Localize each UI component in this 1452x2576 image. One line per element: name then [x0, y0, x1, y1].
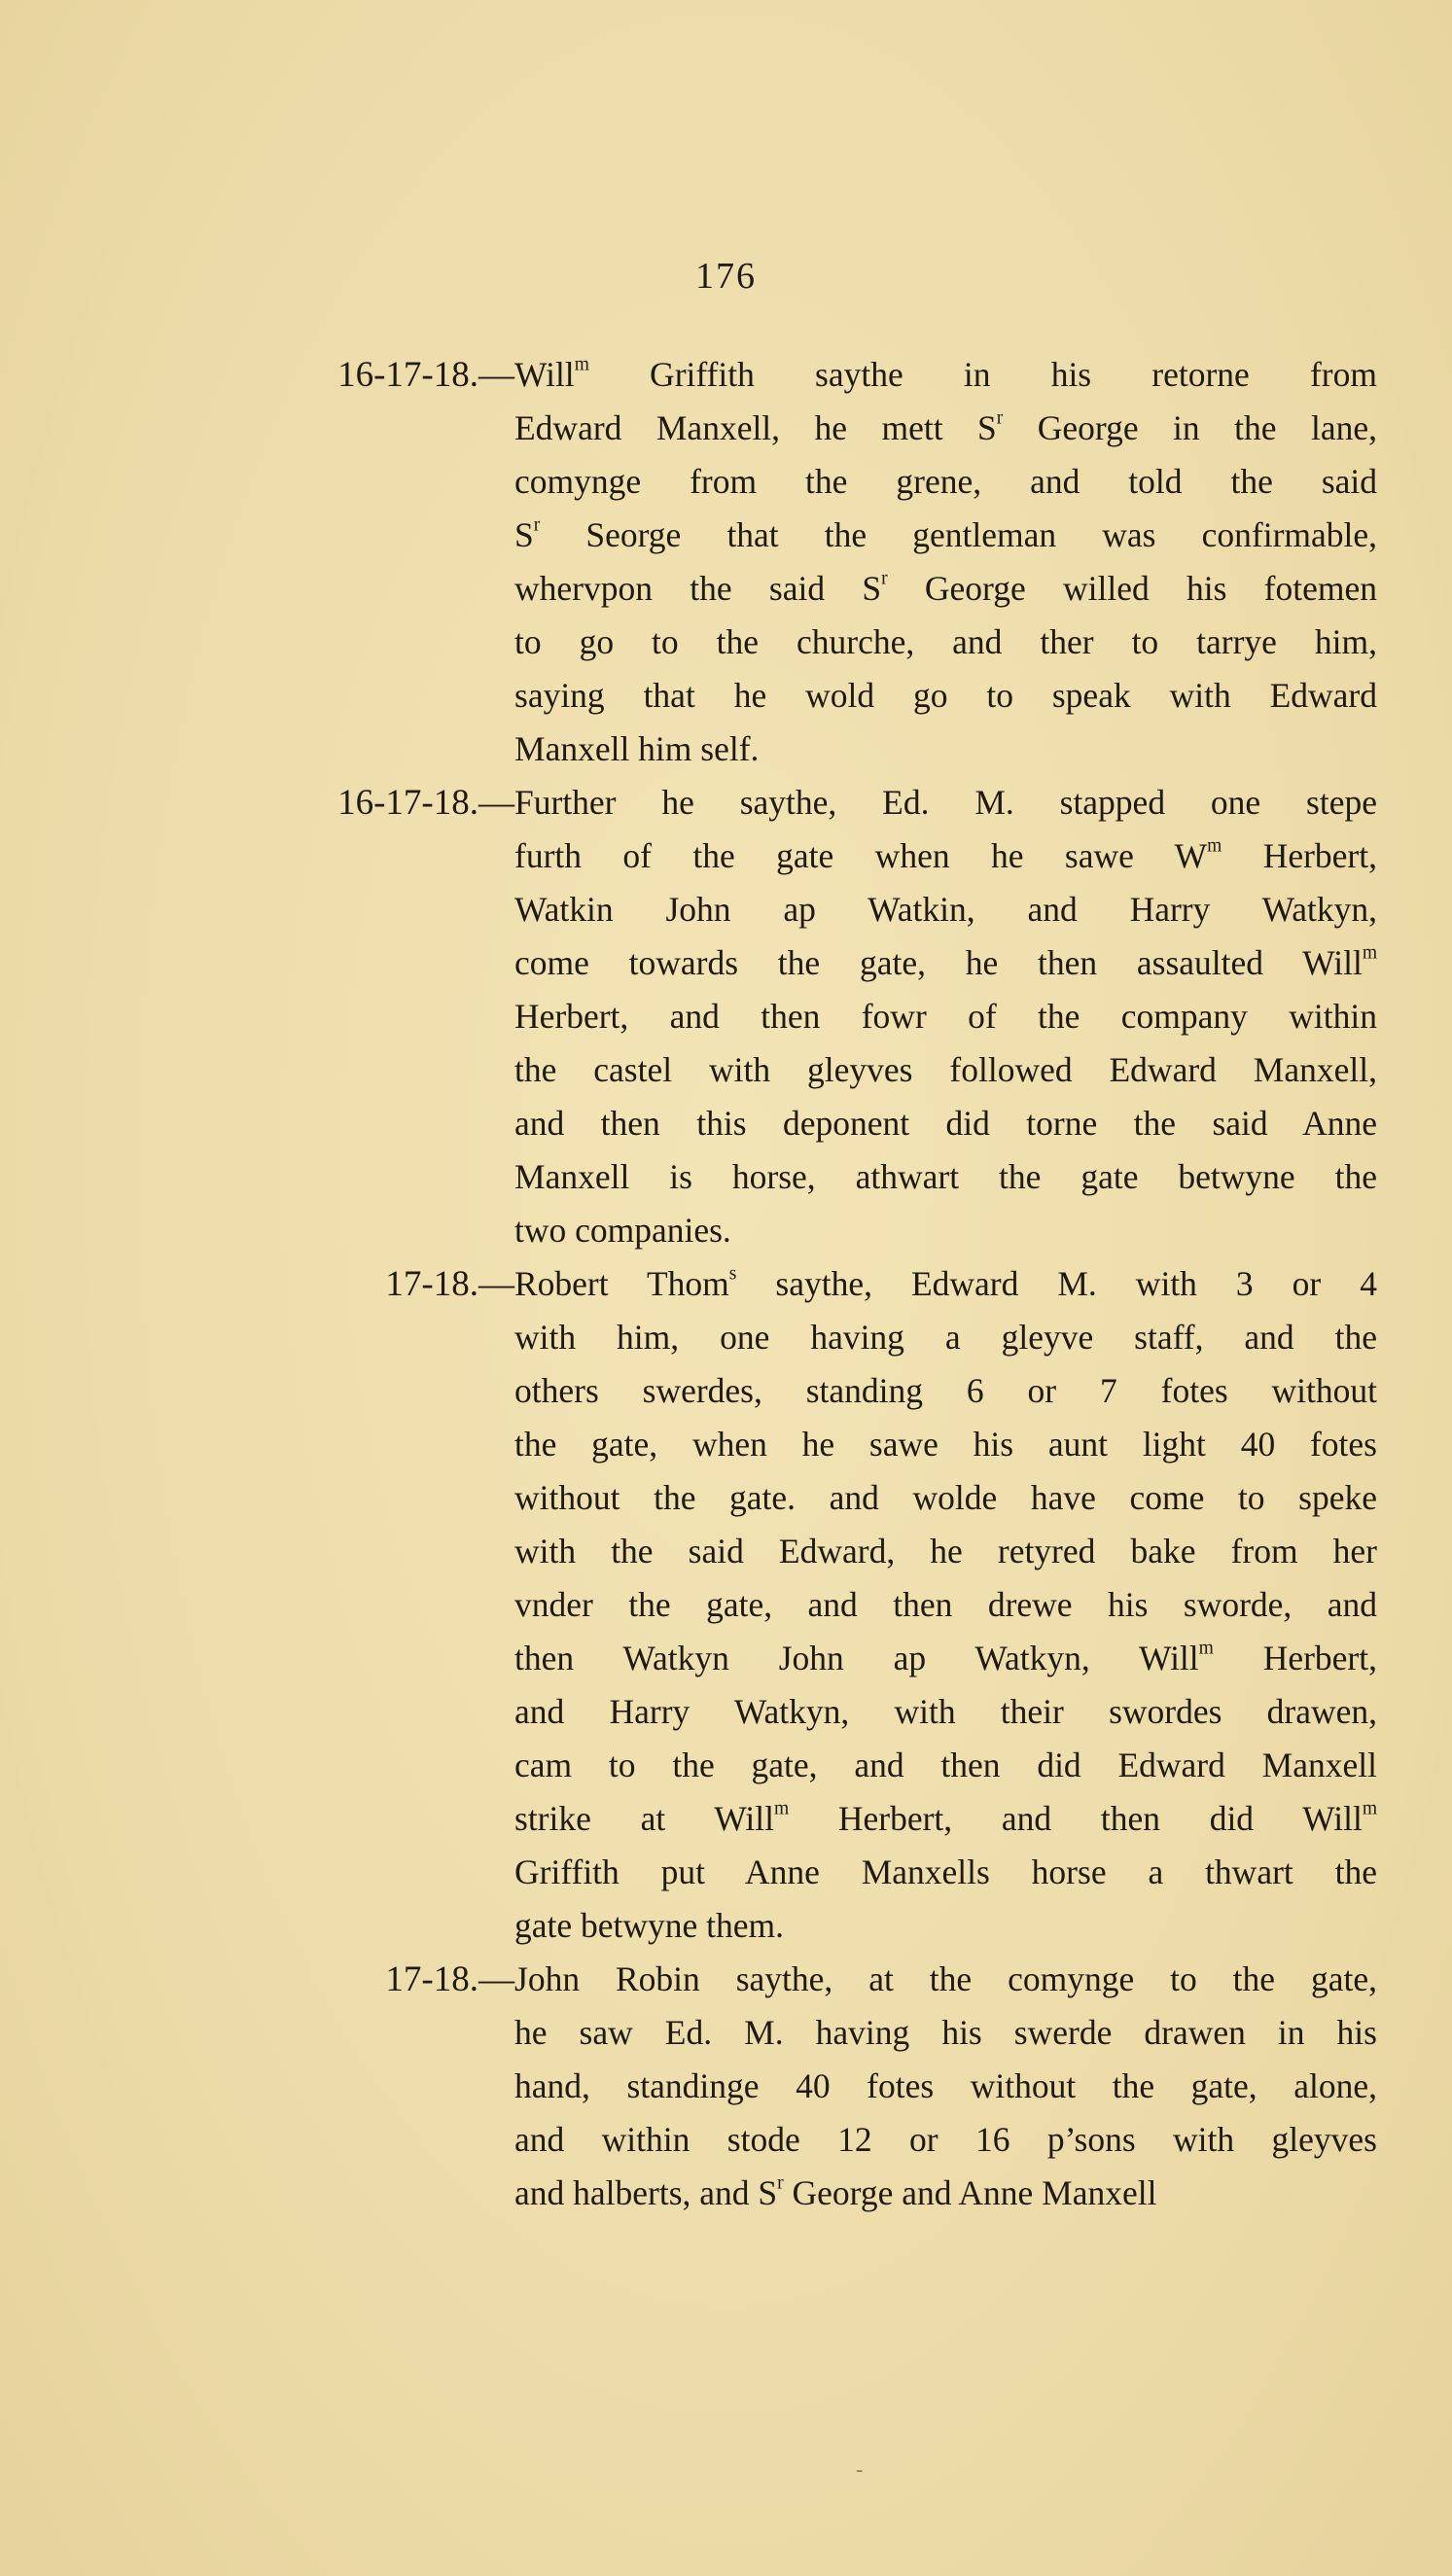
text-line	[514, 1257, 1377, 1311]
superscript: s	[728, 1263, 737, 1285]
entry-body	[0, 1257, 1452, 1953]
text-segment: with him, one having a gleyve staff, and the	[514, 1318, 1377, 1357]
text-segment: Herbert, and then fowr of the company within	[514, 997, 1377, 1036]
text-segment: and halberts, and S	[514, 2173, 778, 2212]
text-line	[514, 402, 1377, 455]
text-segment: to go to the churche, and ther to tarrye him,	[514, 622, 1377, 661]
text-segment: Watkin John ap Watkin, and Harry Watkyn,	[514, 890, 1377, 929]
text-segment: vnder the gate, and then drewe his sworde, and	[514, 1585, 1377, 1624]
superscript: m	[574, 354, 589, 375]
text-segment: Will	[514, 355, 575, 394]
text-segment: Manxell him self.	[514, 729, 760, 768]
text-segment: Further he saythe, Ed. M. stapped one stepe	[514, 783, 1377, 822]
entry-1	[0, 348, 1452, 776]
text-segment: S	[514, 515, 534, 554]
text-line	[514, 1846, 1377, 1899]
entry-label: 16-17-18.—	[337, 783, 514, 823]
text-line	[514, 1578, 1377, 1632]
text-segment: saying that he wold go to speak with Edward	[514, 676, 1377, 715]
text-segment: two companies.	[514, 1211, 731, 1250]
text-segment: and then this deponent did torne the said Anne	[514, 1104, 1377, 1143]
superscript: r	[881, 568, 888, 589]
text-segment: Robert Thom	[514, 1264, 729, 1303]
text-line	[514, 1418, 1377, 1471]
text-line	[514, 1953, 1377, 2006]
text-segment: and within stode 12 or 16 p’sons with gleyves	[514, 2120, 1377, 2159]
text-line	[514, 2167, 1377, 2220]
text-line	[514, 936, 1377, 990]
text-segment: Griffith put Anne Manxells horse a thwart the	[514, 1853, 1377, 1891]
superscript: r	[996, 407, 1004, 429]
text-line	[514, 1097, 1377, 1150]
text-segment: Herbert,	[1213, 1639, 1377, 1677]
text-line	[514, 1899, 1377, 1953]
text-line	[514, 883, 1377, 936]
text-line	[514, 1792, 1377, 1846]
entry-label: 17-18.—	[385, 1264, 514, 1304]
superscript: r	[533, 514, 541, 536]
text-segment: others swerdes, standing 6 or 7 fotes without	[514, 1371, 1377, 1410]
text-line	[514, 2006, 1377, 2060]
text-segment: furth of the gate when he sawe W	[514, 836, 1208, 875]
superscript: r	[777, 2172, 784, 2194]
entry-3	[0, 1257, 1452, 1953]
text-line	[514, 509, 1377, 562]
text-segment: Herbert,	[1222, 836, 1377, 875]
text-segment: Edward Manxell, he mett S	[514, 408, 997, 447]
text-line	[514, 1685, 1377, 1739]
text-segment: Manxell is horse, athwart the gate betwyne the	[514, 1157, 1377, 1196]
text-segment: come towards the gate, he then assaulted Will	[514, 943, 1363, 982]
text-line	[514, 669, 1377, 723]
text-line	[514, 1204, 1377, 1257]
text-segment: Seorge that the gentleman was confirmable,	[540, 515, 1377, 554]
superscript: m	[1198, 1638, 1214, 1659]
entry-2	[0, 776, 1452, 1257]
text-segment: John Robin saythe, at the comynge to the gate,	[514, 1959, 1377, 1998]
text-line	[514, 1739, 1377, 1792]
text-segment: and Harry Watkyn, with their swordes drawen,	[514, 1692, 1377, 1731]
text-segment: George willed his fotemen	[887, 569, 1377, 608]
text-line	[514, 990, 1377, 1043]
text-line	[514, 1364, 1377, 1418]
text-segment: he saw Ed. M. having his swerde drawen in his	[514, 2013, 1377, 2052]
text-line	[514, 616, 1377, 669]
text-segment: Herbert, and then did Will	[789, 1799, 1363, 1838]
entry-body	[0, 1953, 1452, 2220]
superscript: m	[773, 1798, 790, 1819]
text-line	[514, 348, 1377, 402]
text-line	[514, 829, 1377, 883]
superscript: m	[1207, 835, 1222, 857]
text-line	[514, 2113, 1377, 2167]
entry-label: 17-18.—	[385, 1959, 514, 1999]
text-segment: the gate, when he sawe his aunt light 40 fotes	[514, 1425, 1377, 1464]
text-segment: with the said Edward, he retyred bake from her	[514, 1532, 1377, 1570]
text-line	[514, 1632, 1377, 1685]
text-line	[514, 562, 1377, 616]
deposition-entries	[0, 348, 1452, 2220]
text-line	[514, 455, 1377, 509]
entry-body	[0, 776, 1452, 1257]
text-segment: whervpon the said S	[514, 569, 882, 608]
superscript: m	[1362, 1798, 1377, 1819]
footer-mark: -	[856, 2458, 864, 2483]
page-number: 176	[695, 256, 757, 297]
text-segment: without the gate. and wolde have come to speke	[514, 1478, 1377, 1517]
text-segment: Griffith saythe in his retorne from	[588, 355, 1377, 394]
text-line	[514, 1525, 1377, 1578]
text-line	[514, 2060, 1377, 2113]
text-segment: hand, standinge 40 fotes without the gate, alone,	[514, 2066, 1377, 2105]
text-segment: saythe, Edward M. with 3 or 4	[736, 1264, 1377, 1303]
text-segment: strike at Will	[514, 1799, 774, 1838]
text-line	[514, 1043, 1377, 1097]
text-line	[514, 1150, 1377, 1204]
text-segment: comynge from the grene, and told the said	[514, 462, 1377, 501]
text-segment: George and Anne Manxell	[783, 2173, 1157, 2212]
text-segment: George in the lane,	[1003, 408, 1377, 447]
superscript: m	[1362, 942, 1377, 964]
text-line	[514, 776, 1377, 829]
text-segment: cam to the gate, and then did Edward Manxell	[514, 1746, 1377, 1784]
entry-body	[0, 348, 1452, 776]
text-line	[514, 723, 1377, 776]
text-line	[514, 1311, 1377, 1364]
text-line	[514, 1471, 1377, 1525]
text-segment: gate betwyne them.	[514, 1906, 784, 1945]
entry-4	[0, 1953, 1452, 2220]
entry-label: 16-17-18.—	[337, 355, 514, 395]
text-segment: then Watkyn John ap Watkyn, Will	[514, 1639, 1199, 1677]
text-segment: the castel with gleyves followed Edward Manxell,	[514, 1050, 1377, 1089]
